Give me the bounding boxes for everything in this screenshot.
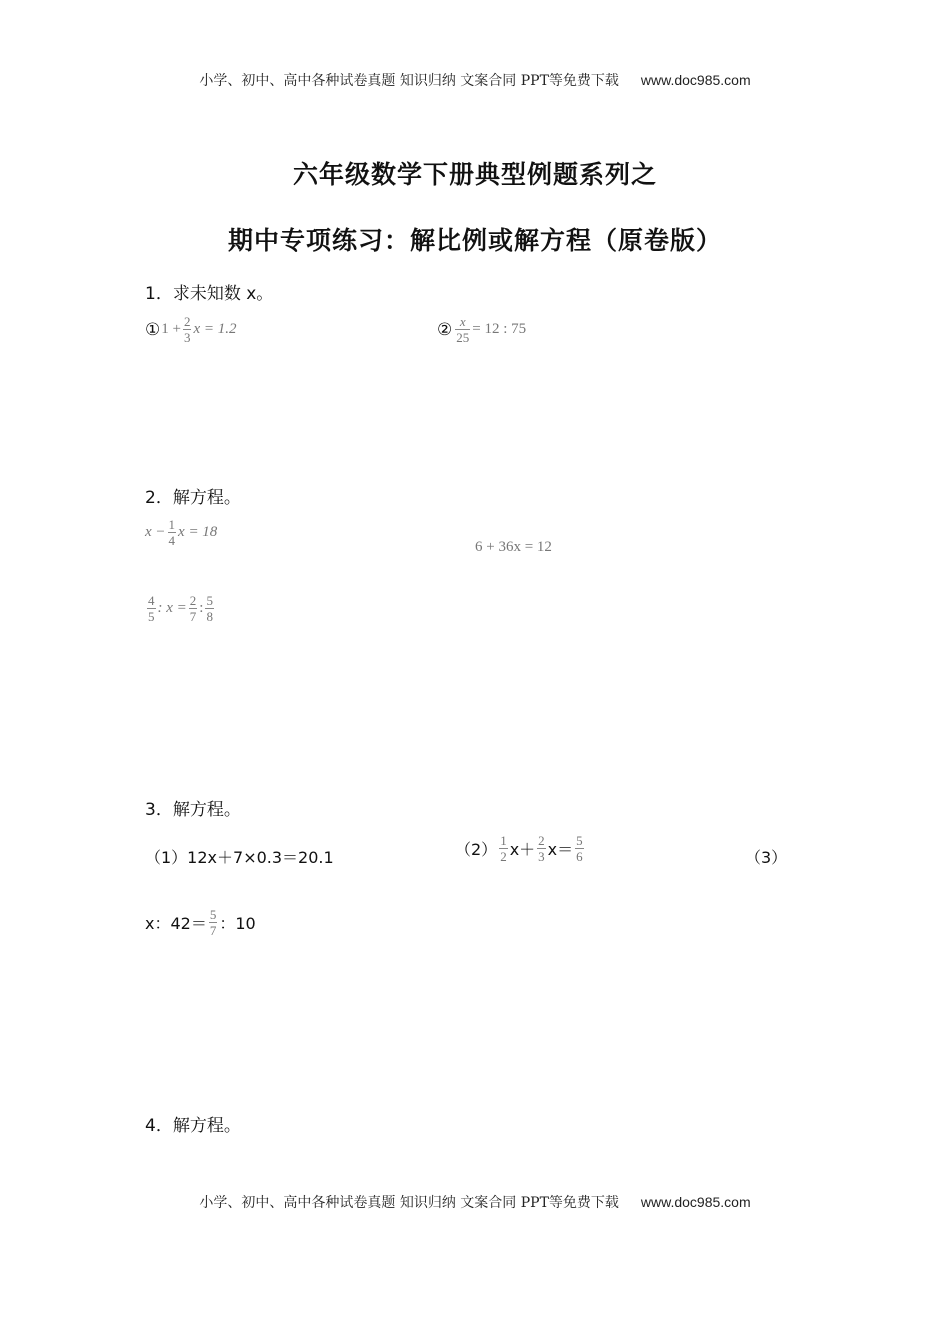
q2-eq-b bbox=[475, 539, 552, 556]
q3-p2-f1-den: 2 bbox=[500, 849, 507, 864]
q1-eq-a bbox=[145, 314, 237, 345]
q3-p3-fraction bbox=[209, 907, 218, 938]
q1-b-num: x bbox=[459, 314, 466, 329]
q2-c-f2-num: 2 bbox=[189, 593, 197, 608]
q2-c-fraction-1 bbox=[147, 593, 156, 624]
q1-a-fraction bbox=[183, 314, 192, 345]
q1-a-tail: x = 1.2 bbox=[193, 321, 237, 337]
header-text: 小学、初中、高中各种试卷真题 知识归纳 文案合同 PPT等免费下载 bbox=[199, 73, 619, 89]
footer-text: 小学、初中、高中各种试卷真题 知识归纳 文案合同 PPT等免费下载 bbox=[199, 1195, 619, 1211]
title-line-1: 六年级数学下册典型例题系列之 bbox=[292, 160, 657, 189]
q2-c-fraction-2 bbox=[189, 593, 198, 624]
q3-p3-num: 5 bbox=[209, 907, 217, 922]
q4-label: 4．解方程。 bbox=[145, 1116, 241, 1136]
q2-eq-a bbox=[145, 517, 217, 548]
q3-p2-mid: x＋ bbox=[509, 840, 536, 859]
q1-eq-b bbox=[437, 314, 526, 345]
q3-p2-f3-num: 5 bbox=[576, 833, 583, 848]
q3-part-1: （1）12x＋7×0.3＝20.1 bbox=[145, 848, 334, 867]
page-header bbox=[0, 70, 950, 90]
q2-c-fraction-3 bbox=[205, 593, 214, 624]
q1-a-den: 3 bbox=[183, 330, 191, 345]
q1-label: 1．求未知数 x。 bbox=[145, 284, 274, 304]
q3-p2-f1-num: 1 bbox=[500, 833, 507, 848]
q2-c-f1-num: 4 bbox=[148, 593, 155, 608]
q2-c-f3-den: 8 bbox=[206, 609, 213, 624]
q3-p3-den: 7 bbox=[209, 923, 217, 938]
q3-p2-f2-num: 2 bbox=[538, 833, 545, 848]
page-footer bbox=[0, 1192, 950, 1212]
q1-b-tail: = 12 : 75 bbox=[472, 321, 527, 337]
q2-c-f1-den: 5 bbox=[148, 609, 155, 624]
q1-b-fraction bbox=[455, 314, 470, 345]
footer-site: www.doc985.com bbox=[640, 1194, 751, 1210]
q2-a-fraction bbox=[168, 517, 177, 548]
q3-p2-fraction-2 bbox=[537, 833, 546, 864]
q3-p3-tail: ：10 bbox=[219, 914, 256, 933]
q1-a-lead: 1 + bbox=[161, 321, 181, 337]
q2-a-lead: x − bbox=[145, 524, 166, 540]
q2-a-tail: x = 18 bbox=[178, 524, 218, 540]
q3-part-2 bbox=[455, 833, 586, 864]
q2-b-text: 6 + 36x = 12 bbox=[475, 539, 552, 555]
q2-c-f3-num: 5 bbox=[206, 593, 213, 608]
q3-p2-fraction-3 bbox=[575, 833, 584, 864]
header-site: www.doc985.com bbox=[640, 72, 751, 88]
q2-a-den: 4 bbox=[168, 533, 176, 548]
q3-p2-eq: x＝ bbox=[547, 840, 574, 859]
q2-c-mid: : x = bbox=[157, 600, 187, 616]
q1-b-den: 25 bbox=[456, 330, 470, 345]
q3-p2-fraction-1 bbox=[499, 833, 508, 864]
title-line-2: 期中专项练习：解比例或解方程（原卷版） bbox=[227, 226, 722, 255]
q3-p2-f3-den: 6 bbox=[576, 849, 583, 864]
q3-p2-f2-den: 3 bbox=[538, 849, 545, 864]
q2-a-num: 1 bbox=[168, 517, 176, 532]
q3-part-3 bbox=[145, 907, 256, 938]
q1-a-marker: ① bbox=[145, 319, 161, 340]
q2-c-f2-den: 7 bbox=[189, 609, 197, 624]
q1-b-marker: ② bbox=[437, 319, 453, 340]
q2-label: 2．解方程。 bbox=[145, 488, 241, 508]
q1-a-num: 2 bbox=[183, 314, 191, 329]
q2-c-sep: : bbox=[199, 600, 204, 616]
q3-part-3-label: （3） bbox=[745, 848, 788, 867]
q3-p3-lead: x：42＝ bbox=[145, 914, 207, 933]
q2-eq-c bbox=[145, 593, 216, 624]
q3-label: 3．解方程。 bbox=[145, 800, 241, 820]
q3-p2-lead: （2） bbox=[455, 840, 498, 859]
